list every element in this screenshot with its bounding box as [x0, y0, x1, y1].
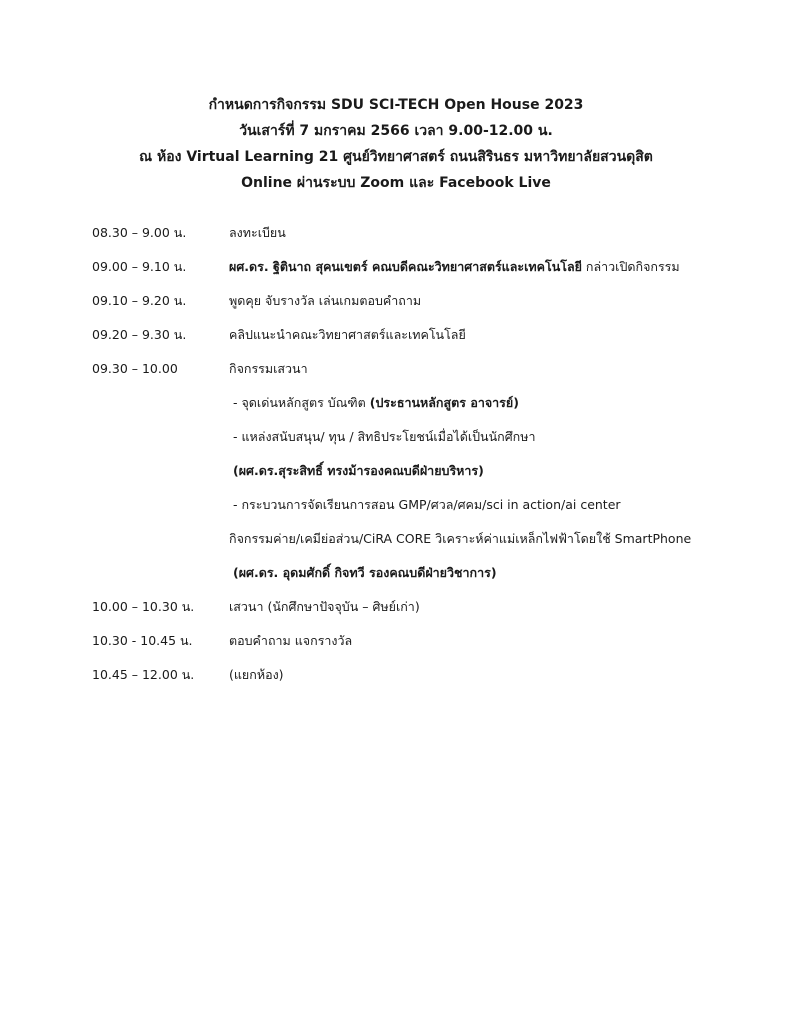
- schedule-list: [92, 223, 752, 699]
- schedule-row: [92, 359, 752, 393]
- schedule-speaker: (ประธานหลักสูตร อาจารย์): [369, 395, 519, 410]
- schedule-row: [92, 257, 752, 291]
- schedule-time: 10.30 - 10.45 น.: [92, 633, 193, 648]
- schedule-desc: กิจกรรมเสวนา: [229, 361, 308, 376]
- schedule-subrow: [92, 563, 752, 597]
- header-online: Online ผ่านระบบ Zoom และ Facebook Live: [241, 175, 551, 191]
- schedule-desc: [229, 257, 680, 277]
- schedule-row: [92, 291, 752, 325]
- schedule-time: 09.30 – 10.00: [92, 361, 178, 376]
- schedule-desc: คลิปแนะนำคณะวิทยาศาสตร์และเทคโนโลยี: [229, 327, 466, 342]
- schedule-desc: ตอบคำถาม แจกรางวัล: [229, 633, 353, 648]
- schedule-row: [92, 223, 752, 257]
- schedule-desc: (แยกห้อง): [229, 667, 284, 682]
- schedule-desc: เสวนา (นักศึกษาปัจจุบัน – ศิษย์เก่า): [229, 599, 420, 614]
- schedule-time: 09.10 – 9.20 น.: [92, 293, 187, 308]
- schedule-row: [92, 325, 752, 359]
- schedule-desc: [233, 393, 519, 413]
- schedule-subrow: [92, 393, 752, 427]
- schedule-subrow: [92, 529, 752, 563]
- document-header: [0, 92, 792, 196]
- schedule-row: [92, 597, 752, 631]
- schedule-time: 10.45 – 12.00 น.: [92, 667, 195, 682]
- schedule-subrow: [92, 427, 752, 461]
- schedule-desc-text: - จุดเด่นหลักสูตร บัณฑิต: [233, 395, 370, 410]
- schedule-time: 10.00 – 10.30 น.: [92, 599, 195, 614]
- schedule-subrow: [92, 461, 752, 495]
- schedule-speaker: (ผศ.ดร.สุระสิทธิ์ ทรงม้ารองคณบดีฝ่ายบริหาร): [233, 463, 484, 478]
- header-title: กำหนดการกิจกรรม SDU SCI-TECH Open House 2023: [208, 97, 584, 113]
- header-venue: ณ ห้อง Virtual Learning 21 ศูนย์วิทยาศาสตร์ ถนนสิรินธร มหาวิทยาลัยสวนดุสิต: [139, 149, 653, 165]
- schedule-desc: ลงทะเบียน: [229, 225, 286, 240]
- schedule-desc: - แหล่งสนับสนุน/ ทุน / สิทธิประโยชน์เมื่อได้เป็นนักศึกษา: [233, 429, 536, 444]
- schedule-desc: - กระบวนการจัดเรียนการสอน GMP/ศวล/ศคม/sci in action/ai center: [233, 497, 621, 512]
- schedule-desc: กิจกรรมค่าย/เคมีย่อส่วน/CiRA CORE วิเคราะห์ค่าแม่เหล็กไฟฟ้าโดยใช้ SmartPhone: [229, 531, 692, 546]
- schedule-desc-text: กล่าวเปิดกิจกรรม: [581, 259, 680, 274]
- schedule-time: 08.30 – 9.00 น.: [92, 225, 187, 240]
- header-date: วันเสาร์ที่ 7 มกราคม 2566 เวลา 9.00-12.00 น.: [239, 123, 553, 139]
- schedule-row: [92, 665, 752, 699]
- schedule-speaker: (ผศ.ดร. อุดมศักดิ์ กิจทวี รองคณบดีฝ่ายวิชาการ): [233, 565, 497, 580]
- schedule-subrow: [92, 495, 752, 529]
- schedule-row: [92, 631, 752, 665]
- schedule-speaker: ผศ.ดร. ฐิตินาถ สุคนเขตร์ คณบดีคณะวิทยาศาสตร์และเทคโนโลยี: [229, 259, 582, 274]
- schedule-desc: พูดคุย จับรางวัล เล่นเกมตอบคำถาม: [229, 293, 422, 308]
- schedule-time: 09.20 – 9.30 น.: [92, 327, 187, 342]
- schedule-time: 09.00 – 9.10 น.: [92, 259, 187, 274]
